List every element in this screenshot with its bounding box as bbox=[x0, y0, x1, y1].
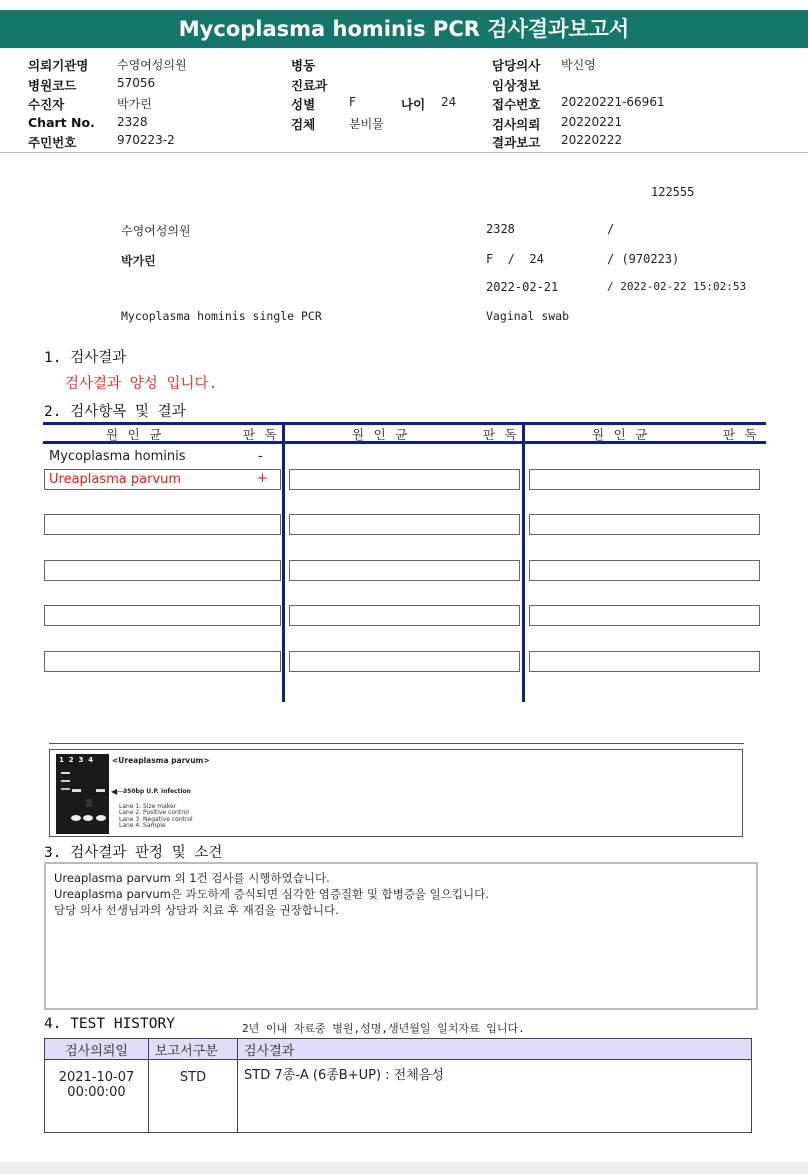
opinion-line: 담당 의사 선생님과의 상담과 치료 후 재검을 권장합니다. bbox=[54, 903, 339, 917]
header-value-doctor: 박신영 bbox=[561, 58, 596, 72]
result-cell-box bbox=[289, 560, 520, 581]
header-value-age: 24 bbox=[441, 95, 457, 109]
result-table-divider-1 bbox=[282, 422, 285, 702]
result-cell-box bbox=[44, 651, 281, 672]
history-header-result: 검사결과 bbox=[238, 1039, 752, 1060]
header-label-doctor: 담당의사 bbox=[492, 58, 541, 73]
history-table bbox=[44, 1038, 752, 1133]
gel-title: <Ureaplasma parvum> bbox=[112, 756, 210, 765]
info-name: 박가린 bbox=[121, 254, 156, 268]
result-cell-box bbox=[289, 469, 520, 490]
info-report-datetime: / 2022-02-22 15:02:53 bbox=[607, 280, 747, 293]
info-clinic: 수영여성의원 bbox=[121, 224, 191, 238]
gel-band-label: 350bp U.P. infection bbox=[123, 788, 191, 795]
col-head-pathogen-2: 원 인 균 bbox=[352, 427, 409, 442]
result-table-divider-2 bbox=[522, 422, 525, 702]
gel-electrophoresis-image bbox=[56, 754, 109, 834]
history-header-date: 검사의뢰일 bbox=[45, 1039, 149, 1060]
gel-legend-item: Lane 2. Positive control bbox=[119, 809, 189, 817]
header-label-chart-no: Chart No. bbox=[28, 115, 95, 130]
footer-strip bbox=[0, 1162, 808, 1174]
opinion-line: Ureaplasma parvum은 과도하게 증식되면 심각한 염증질환 및 합병증을 일으킵니다. bbox=[54, 887, 489, 901]
report-title: Mycoplasma hominis PCR 검사결과보고서 bbox=[0, 10, 808, 48]
header-value-report-date: 20220222 bbox=[561, 133, 623, 147]
section4-note: 2년 이내 자료중 병원,성명,생년월일 일치자료 입니다. bbox=[242, 1022, 525, 1035]
section3-title: 3. 검사결과 판정 및 소견 bbox=[44, 845, 223, 861]
result-cell-box bbox=[529, 605, 760, 626]
col-head-pathogen-3: 원 인 균 bbox=[592, 427, 649, 442]
pathogen-result: - bbox=[258, 449, 263, 464]
history-header-type: 보고서구분 bbox=[149, 1039, 238, 1060]
result-cell-box bbox=[529, 560, 760, 581]
header-value-request-date: 20220221 bbox=[561, 115, 623, 129]
section2-title: 2. 검사항목 및 결과 bbox=[44, 404, 186, 420]
result-cell-box bbox=[44, 514, 281, 535]
header-label-receipt-no: 접수번호 bbox=[492, 97, 541, 112]
result-cell-box bbox=[529, 514, 760, 535]
header-value-resident-no: 970223-2 bbox=[117, 133, 175, 147]
result-cell-box bbox=[289, 605, 520, 626]
history-date: 2021-10-07 bbox=[58, 1070, 135, 1085]
col-head-judge-1: 판 독 bbox=[243, 427, 278, 442]
info-test-name: Mycoplasma hominis single PCR bbox=[121, 309, 322, 323]
header-label-clinical-info: 임상정보 bbox=[492, 78, 541, 93]
header-label-sex: 성별 bbox=[291, 97, 316, 112]
section1-result: 검사결과 양성 입니다. bbox=[65, 376, 218, 392]
gel-legend bbox=[119, 804, 193, 829]
gel-bands-icon bbox=[56, 754, 109, 834]
report-number: 122555 bbox=[651, 185, 695, 199]
info-sex-age: F / 24 bbox=[486, 252, 544, 266]
table-row bbox=[45, 1060, 752, 1133]
col-head-judge-2: 판 독 bbox=[483, 427, 518, 442]
gel-legend-item: Lane 1. Size maker bbox=[119, 803, 177, 810]
gel-lane-numbers: 1 2 3 4 bbox=[59, 756, 94, 764]
header-value-receipt-no: 20220221-66961 bbox=[561, 95, 665, 109]
history-time: 00:00:00 bbox=[67, 1085, 126, 1100]
info-birth: / (970223) bbox=[607, 252, 680, 266]
section4-title: 4. TEST HISTORY bbox=[44, 1016, 175, 1032]
info-request-date: 2022-02-21 bbox=[486, 280, 559, 294]
result-cell-box bbox=[289, 514, 520, 535]
history-type: STD bbox=[149, 1060, 238, 1133]
opinion-box bbox=[44, 862, 758, 1010]
header-label-clinic: 의뢰기관명 bbox=[28, 58, 89, 73]
result-cell-box bbox=[529, 651, 760, 672]
header-value-specimen: 분비물 bbox=[349, 117, 384, 131]
header-label-ward: 병동 bbox=[291, 58, 316, 73]
header-info bbox=[0, 52, 808, 152]
gel-top-rule bbox=[49, 743, 744, 744]
header-label-report-date: 결과보고 bbox=[492, 135, 541, 150]
col-head-pathogen-1: 원 인 균 bbox=[106, 427, 163, 442]
header-label-department: 진료과 bbox=[291, 78, 328, 93]
result-cell-box bbox=[289, 651, 520, 672]
result-cell-box bbox=[44, 605, 281, 626]
pathogen-name: Mycoplasma hominis bbox=[49, 449, 186, 464]
header-value-clinic: 수영여성의원 bbox=[117, 58, 187, 72]
gel-legend-item: Lane 4. Sample bbox=[119, 821, 166, 829]
header-value-patient: 박가린 bbox=[117, 97, 152, 111]
header-label-patient: 수진자 bbox=[28, 97, 65, 112]
info-slash: / bbox=[607, 222, 615, 236]
opinion-line: Ureaplasma parvum 외 1건 검사를 시행하였습니다. bbox=[54, 871, 330, 885]
header-divider bbox=[0, 152, 808, 153]
result-cell-box bbox=[529, 469, 760, 490]
header-label-resident-no: 주민번호 bbox=[28, 135, 77, 150]
gel-arrow-icon: ◀— bbox=[111, 787, 126, 796]
col-head-judge-3: 판 독 bbox=[723, 427, 758, 442]
header-value-chart-no: 2328 bbox=[117, 115, 148, 129]
header-label-request-date: 검사의뢰 bbox=[492, 117, 541, 132]
section1-title: 1. 검사결과 bbox=[44, 350, 127, 366]
header-label-specimen: 검체 bbox=[291, 117, 316, 132]
pathogen-name: Ureaplasma parvum bbox=[49, 472, 182, 487]
gel-legend-item: Lane 3. Negative control bbox=[119, 815, 193, 823]
history-date-cell bbox=[45, 1060, 149, 1133]
info-specimen: Vaginal swab bbox=[486, 309, 570, 323]
header-value-sex: F bbox=[349, 95, 356, 109]
pathogen-result: + bbox=[257, 471, 268, 486]
history-result: STD 7종-A (6종B+UP) : 전체음성 bbox=[238, 1060, 752, 1133]
info-chart: 2328 bbox=[486, 222, 515, 236]
header-label-age: 나이 bbox=[401, 97, 426, 112]
result-cell-box bbox=[44, 560, 281, 581]
header-label-hospital-code: 병원코드 bbox=[28, 78, 77, 93]
header-value-hospital-code: 57056 bbox=[117, 76, 156, 90]
